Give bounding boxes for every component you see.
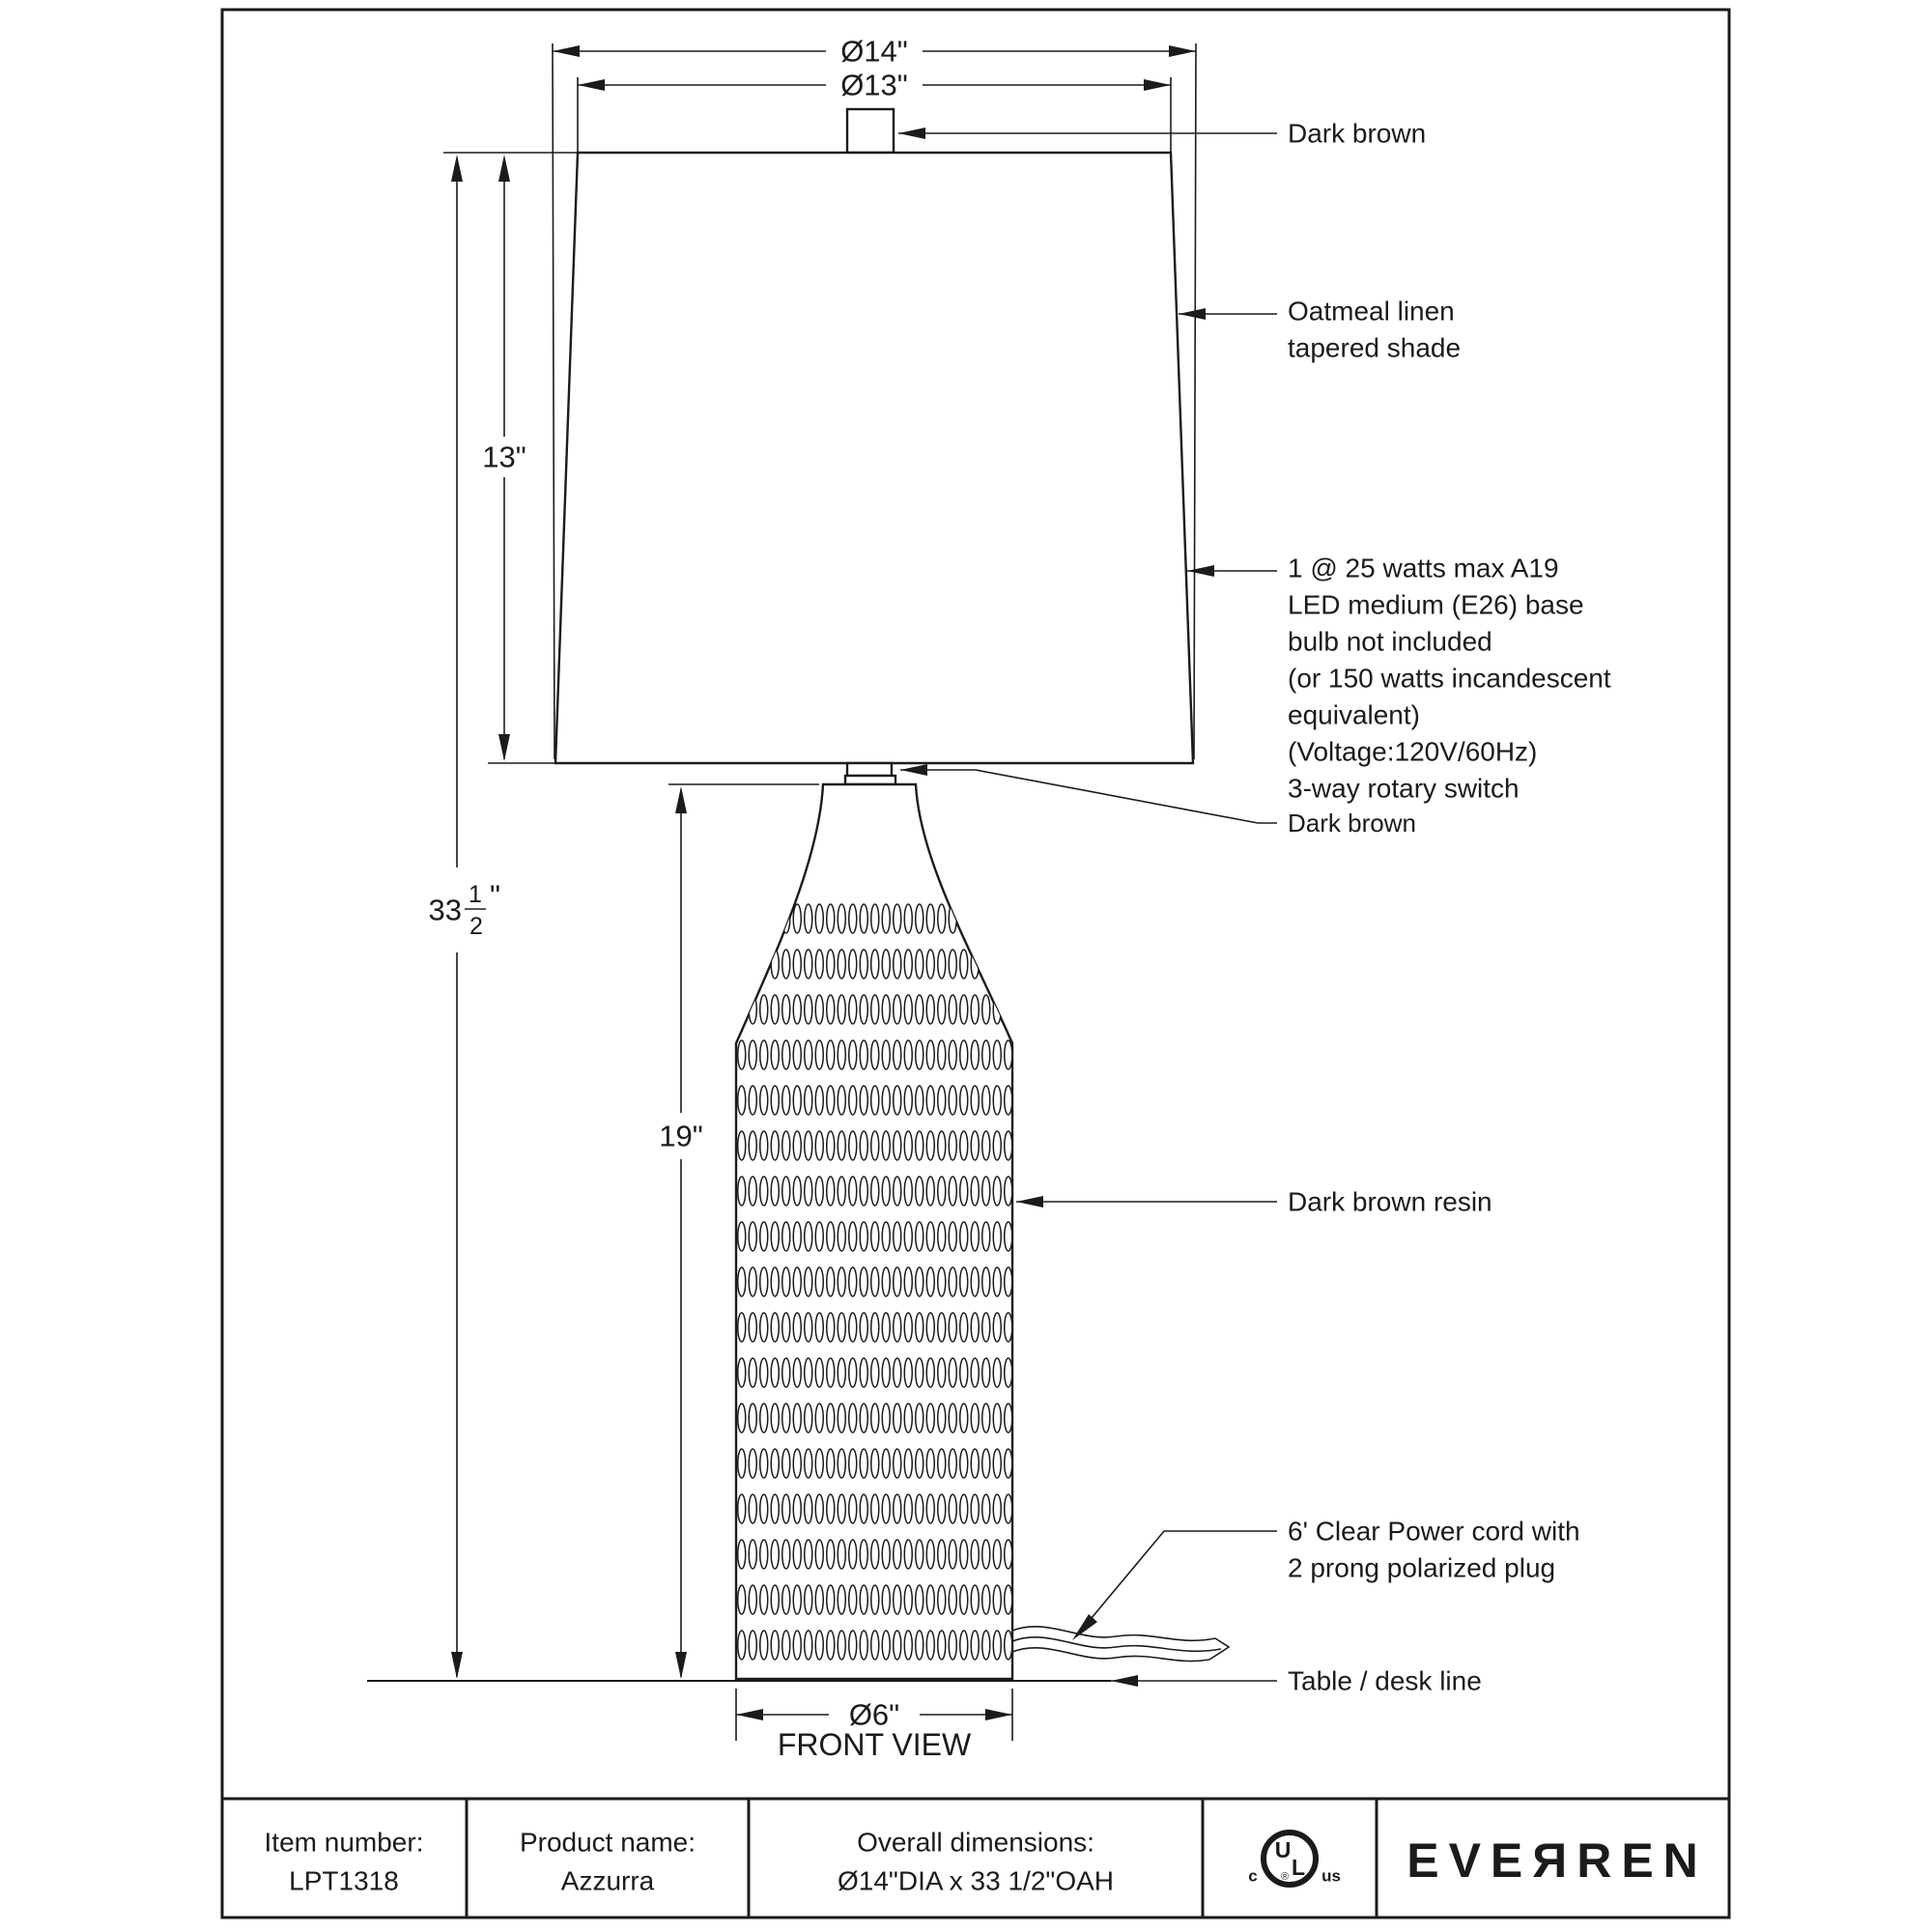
front-view-label: FRONT VIEW [777, 1727, 972, 1762]
overall-dimensions-label: Overall dimensions: [857, 1827, 1094, 1858]
brand-logo: EVEЯREN [1406, 1833, 1708, 1888]
callout-bulb-line6: (Voltage:120V/60Hz) [1288, 736, 1538, 767]
item-number-value: LPT1318 [289, 1865, 399, 1896]
title-block-dimensions-cell [838, 1828, 1114, 1896]
lamp-body [736, 784, 1012, 1679]
body-texture-pattern [736, 903, 1012, 1675]
callout-finial [898, 119, 1426, 149]
callout-bulb-line5: equivalent) [1288, 699, 1420, 730]
dimension-shade-height [482, 155, 526, 761]
lamp-socket [845, 763, 895, 784]
title-block-product-cell [520, 1828, 696, 1896]
overall-dimensions-value: Ø14"DIA x 33 1/2"OAH [837, 1865, 1115, 1896]
product-name-label: Product name: [519, 1827, 696, 1858]
callout-table-line [1111, 1666, 1482, 1696]
ul-letter-u: U [1274, 1837, 1292, 1862]
callout-cord-line2: 2 prong polarized plug [1288, 1552, 1556, 1583]
ul-letter-l: L [1291, 1855, 1306, 1880]
dim-label-dia14: Ø14" [840, 34, 908, 69]
title-block [222, 1799, 1729, 1918]
callout-cord [1072, 1517, 1580, 1641]
lamp-shade [555, 153, 1193, 763]
ul-letter-c: c [1248, 1866, 1258, 1886]
dimension-overall-height [429, 155, 501, 1679]
callout-body-label: Dark brown resin [1288, 1186, 1492, 1217]
callout-neck-label: Dark brown [1288, 809, 1416, 838]
dim-label-overall-frac-num: 1 [469, 881, 482, 908]
title-block-item-cell [265, 1828, 424, 1896]
lamp-finial [847, 109, 894, 153]
callout-bulb-line4: (or 150 watts incandescent [1288, 663, 1611, 694]
callout-shade-line2: tapered shade [1288, 332, 1462, 363]
callout-table-label: Table / desk line [1288, 1665, 1482, 1696]
dim-label-overall-whole: 33 [428, 893, 462, 927]
callout-shade [1179, 297, 1461, 363]
dim-label-body-height: 19" [659, 1119, 703, 1153]
callout-bulb-line3: bulb not included [1288, 626, 1492, 657]
callout-shade-line1: Oatmeal linen [1288, 296, 1455, 327]
callout-cord-line1: 6' Clear Power cord with [1288, 1516, 1580, 1547]
power-cord [1012, 1627, 1229, 1662]
dim-label-overall-unit: " [490, 878, 501, 913]
ul-letters-us: us [1321, 1866, 1341, 1886]
ul-certification-icon [1248, 1833, 1341, 1886]
dim-label-dia13: Ø13" [840, 68, 908, 102]
callout-finial-label: Dark brown [1288, 118, 1427, 149]
callout-body [1016, 1187, 1492, 1217]
dim-label-overall-frac-den: 2 [469, 913, 483, 940]
callout-bulb-line7: 3-way rotary switch [1288, 773, 1520, 804]
ul-registered-mark: ® [1280, 1871, 1290, 1883]
item-number-label: Item number: [264, 1827, 424, 1858]
product-name-value: Azzurra [560, 1865, 655, 1896]
dim-label-base-dia: Ø6" [848, 1697, 900, 1732]
callout-bulb [1187, 554, 1611, 804]
callout-bulb-line2: LED medium (E26) base [1288, 589, 1584, 620]
dim-label-shade-height: 13" [482, 440, 526, 474]
callout-bulb-line1: 1 @ 25 watts max A19 [1288, 553, 1559, 583]
